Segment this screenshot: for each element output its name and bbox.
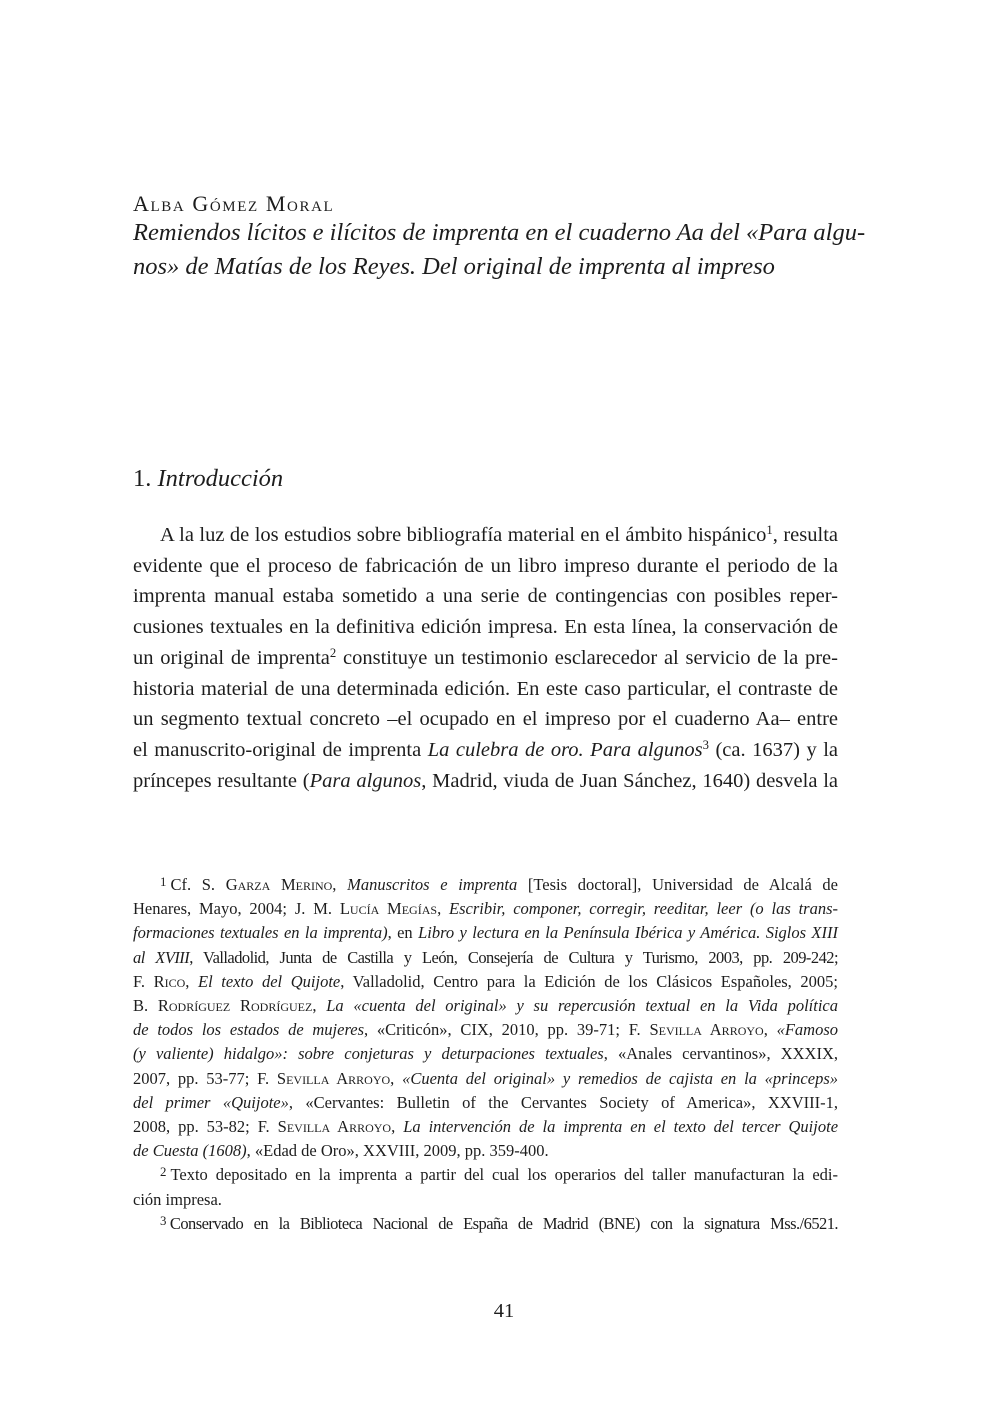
footnote-2 bbox=[133, 1163, 838, 1211]
footnote-mark: 1 bbox=[160, 874, 167, 889]
body-paragraph bbox=[133, 520, 838, 796]
footnote-3 bbox=[133, 1212, 838, 1236]
body-line: A la luz de los estudios sobre bibliografía material en el ámbito hispánico$^1$, resulta bbox=[160, 523, 838, 546]
footnote-mark: 2 bbox=[160, 1165, 167, 1180]
footnote-line: formaciones textuales en la imprenta), en Libro y lectura en la Península Ibérica y América. Siglos XIII bbox=[133, 923, 838, 943]
footnote-line: B. Rodríguez Rodríguez, La «cuenta del original» y su repercusión textual en la Vida política bbox=[133, 996, 838, 1016]
footnote-line: $^1$ Cf. S. Garza Merino, Manuscritos e imprenta [Tesis doctoral], Universidad de Alcalá de bbox=[160, 874, 839, 894]
footnote-1 bbox=[133, 873, 838, 1163]
body-line: imprenta manual estaba sometido a una serie de contingencias con posibles reper- bbox=[133, 585, 838, 608]
section-heading bbox=[133, 462, 283, 496]
footnote-ref[interactable]: 1 bbox=[766, 523, 773, 538]
footnote-line: Henares, Mayo, 2004; J. M. Lucía Megías, Escribir, componer, corregir, reeditar, leer (o las trans- bbox=[133, 899, 838, 919]
author-name: Alba Gómez Moral bbox=[133, 191, 335, 216]
footnote-line: de Cuesta (1608), «Edad de Oro», XXVIII, 2009, pp. 359-400. bbox=[133, 1141, 549, 1161]
footnotes-section bbox=[133, 873, 838, 1236]
section-number: 1. bbox=[133, 465, 152, 492]
footnote-mark: 3 bbox=[160, 1213, 166, 1228]
footnote-line: $^3$ Conservado en la Biblioteca Nacional de España de Madrid (BNE) con la signatura Mss./6521. bbox=[160, 1213, 838, 1233]
section-title: Introducción bbox=[157, 465, 284, 492]
footnote-ref[interactable]: 2 bbox=[329, 645, 337, 660]
body-line: historia material de una determinada edición. En este caso particular, el contraste de bbox=[133, 677, 838, 700]
body-line: un original de imprenta$^2$ constituye un testimonio esclarecedor al servicio de la pre- bbox=[133, 645, 838, 669]
footnote-line: 2007, pp. 53-77; F. Sevilla Arroyo, «Cuenta del original» y remedios de cajista en la «princeps» bbox=[133, 1068, 839, 1088]
footnote-line: 2008, pp. 53-82; F. Sevilla Arroyo, La intervención de la imprenta en el texto del tercer Quijote bbox=[133, 1117, 839, 1137]
body-line: cusiones textuales en la definitiva edición impresa. En esta línea, la conservación de bbox=[133, 616, 838, 639]
footnote-line: (y valiente) hidalgo»: sobre conjeturas y deturpaciones textuales, «Anales cervantinos», XXXIX, bbox=[133, 1044, 839, 1064]
body-line: un segmento textual concreto –el ocupado en el impreso por el cuaderno Aa– entre bbox=[133, 708, 838, 731]
body-line: evidente que el proceso de fabricación de un libro impreso durante el periodo de la bbox=[133, 554, 838, 577]
article-title-line: Remiendos lícitos e ilícitos de imprenta en el cuaderno Aa del «Para algu- bbox=[133, 219, 866, 246]
footnote-line: de todos los estados de mujeres, «Criticón», CIX, 2010, pp. 39-71; F. Sevilla Arroyo, «Famoso bbox=[133, 1020, 838, 1040]
footnote-line: al XVIII, Valladolid, Junta de Castilla y León, Consejería de Cultura y Turismo, 2003, pp. 209-242; bbox=[133, 947, 839, 967]
footnote-line: del primer «Quijote», «Cervantes: Bulletin of the Cervantes Society of America», XXVIII-1, bbox=[133, 1092, 838, 1112]
footnote-line: F. Rico, El texto del Quijote, Valladolid, Centro para la Edición de los Clásicos Españoles, 2005; bbox=[133, 971, 839, 991]
page-number: 41 bbox=[493, 1300, 515, 1322]
body-line: el manuscrito-original de imprenta La culebra de oro. Para algunos$^3$ (ca. 1637) y la bbox=[133, 737, 838, 761]
body-line: príncepes resultante (Para algunos, Madrid, viuda de Juan Sánchez, 1640) desvela la bbox=[133, 769, 838, 792]
footnote-line: ción impresa. bbox=[133, 1189, 222, 1209]
footnote-ref[interactable]: 3 bbox=[702, 737, 709, 752]
footnote-line: $^2$ Texto depositado en la imprenta a partir del cual los operarios del taller manufacturan la edi- bbox=[160, 1165, 838, 1185]
article-title-line: nos» de Matías de los Reyes. Del original de imprenta al impreso bbox=[133, 253, 775, 280]
article-title bbox=[133, 216, 866, 284]
